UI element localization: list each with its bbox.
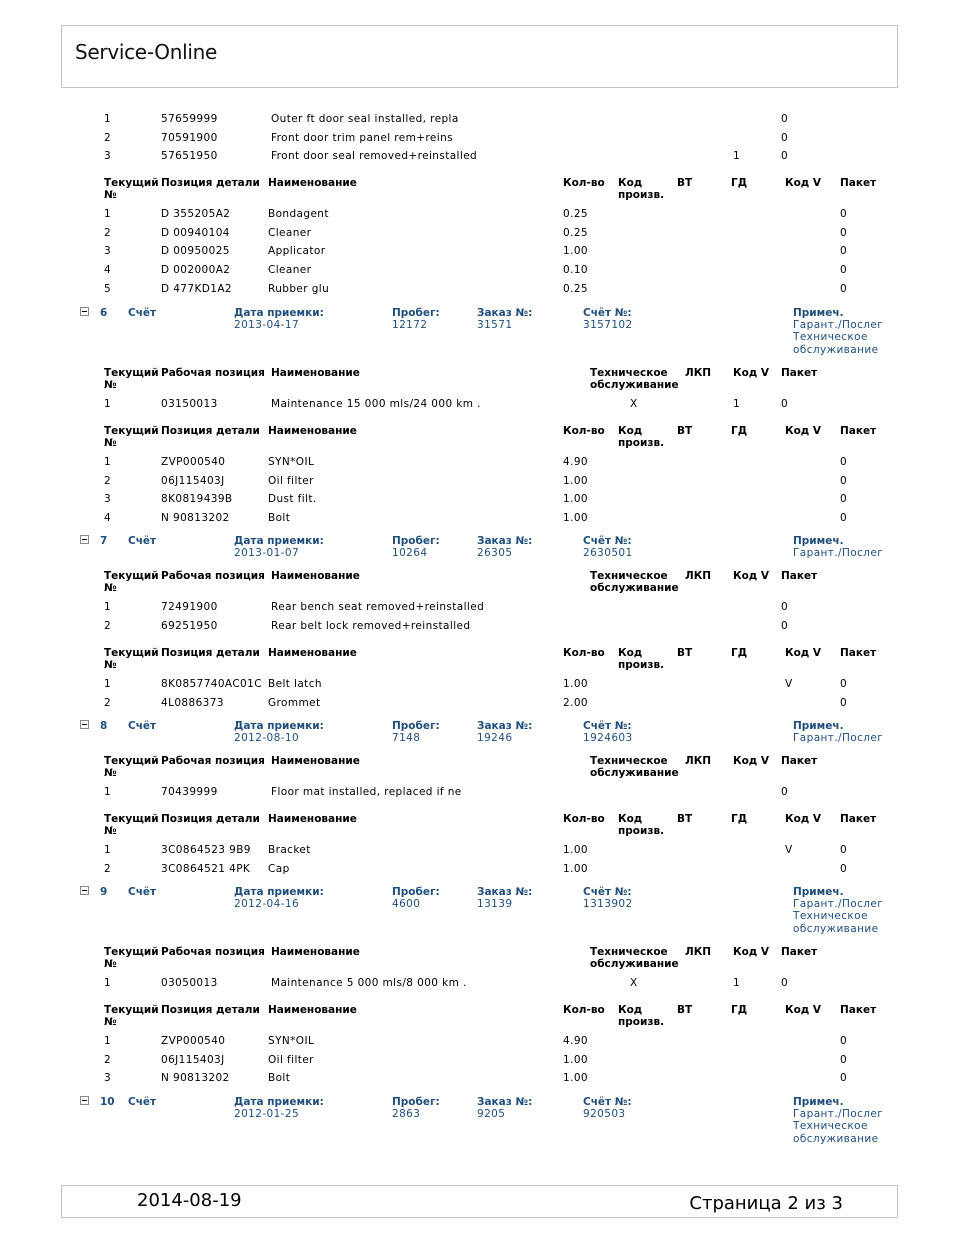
page-footer (61, 1185, 898, 1218)
part-quantity: 4.90 (563, 1035, 588, 1047)
part-package: 0 (840, 696, 848, 709)
mileage-label: Пробег: (392, 886, 440, 898)
invoice-label: Счёт (128, 720, 157, 732)
work-package: 0 (781, 619, 789, 632)
work-position-code: 57659999 (161, 113, 218, 125)
note-line: Техническое (793, 331, 868, 344)
invoice-index: 6 (100, 307, 108, 319)
part-name: Grommet (268, 696, 321, 709)
invoice-number-value: 2630501 (583, 547, 633, 559)
col-header-manufacturer-code-2: произв. (618, 825, 665, 837)
mileage-value: 2863 (392, 1108, 421, 1120)
receipt-date-value: 2013-04-17 (234, 319, 300, 331)
col-header-code-v: Код V (733, 755, 770, 767)
part-number: N 90813202 (161, 512, 230, 525)
part-package: 0 (840, 264, 848, 277)
collapse-toggle-icon[interactable] (80, 307, 89, 316)
part-package: 0 (840, 678, 848, 690)
order-number-value: 13139 (477, 898, 513, 910)
invoice-number-label: Счёт №: (583, 307, 632, 319)
col-header-vt: ВТ (677, 425, 693, 437)
work-package: 0 (781, 977, 789, 989)
col-header-current-no: № (104, 958, 117, 970)
col-header-part-position: Позиция детали (161, 813, 260, 825)
mileage-value: 7148 (392, 732, 421, 744)
col-header-current: Текущий (104, 1004, 159, 1016)
work-position-code: 03150013 (161, 398, 218, 410)
part-package: 0 (840, 226, 848, 239)
col-header-work-position: Рабочая позиция (161, 367, 265, 379)
col-header-name: Наименование (271, 570, 360, 582)
work-package: 0 (781, 131, 789, 144)
col-header-current-no: № (104, 582, 117, 594)
col-header-manufacturer-code: Код (618, 425, 643, 437)
part-quantity: 4.90 (563, 456, 588, 468)
part-row-number: 1 (104, 1035, 112, 1047)
part-code-v: V (785, 844, 793, 856)
col-header-name: Наименование (268, 647, 357, 659)
col-header-paint: ЛКП (685, 755, 712, 767)
col-header-work-position: Рабочая позиция (161, 755, 265, 767)
col-header-code-v: Код V (785, 647, 822, 659)
part-row-number: 1 (104, 844, 112, 856)
invoice-number-value: 1924603 (583, 732, 633, 744)
note-line: Гарант./Послег (793, 547, 884, 559)
col-header-quantity: Кол-во (563, 425, 605, 437)
invoice-label: Счёт (128, 886, 157, 898)
order-number-value: 19246 (477, 732, 513, 744)
order-number-value: 9205 (477, 1108, 506, 1120)
part-quantity: 1.00 (563, 245, 588, 258)
col-header-current: Текущий (104, 570, 159, 582)
col-header-current: Текущий (104, 647, 159, 659)
part-quantity: 1.00 (563, 1053, 588, 1066)
work-row-number: 1 (104, 601, 112, 613)
app-title: Service-Online (75, 40, 218, 64)
col-header-current-no: № (104, 379, 117, 391)
work-row-number: 2 (104, 619, 112, 632)
work-position-code: 57651950 (161, 150, 218, 163)
print-date: 2014-08-19 (137, 1190, 242, 1211)
collapse-toggle-icon[interactable] (80, 1096, 89, 1105)
col-header-quantity: Кол-во (563, 177, 605, 189)
part-name: Oil filter (268, 1053, 314, 1066)
col-header-package: Пакет (781, 367, 818, 379)
col-header-gd: ГД (731, 647, 748, 659)
part-number: D 477KD1A2 (161, 282, 232, 295)
receipt-date-label: Дата приемки: (234, 720, 324, 732)
col-header-name: Наименование (271, 367, 360, 379)
note-line: Техническое (793, 1120, 868, 1133)
col-header-manufacturer-code: Код (618, 1004, 643, 1016)
work-row-number: 1 (104, 113, 112, 125)
part-quantity: 0.10 (563, 264, 588, 277)
col-header-code-v: Код V (785, 177, 822, 189)
col-header-part-position: Позиция детали (161, 1004, 260, 1016)
part-number: D 355205A2 (161, 208, 231, 220)
part-name: Bracket (268, 844, 311, 856)
receipt-date-label: Дата приемки: (234, 886, 324, 898)
note-label: Примеч. (793, 307, 844, 319)
receipt-date-value: 2012-04-16 (234, 898, 300, 910)
part-quantity: 1.00 (563, 493, 588, 506)
part-name: Applicator (268, 245, 326, 258)
work-row-number: 1 (104, 786, 112, 798)
work-position-code: 72491900 (161, 601, 218, 613)
note-label: Примеч. (793, 535, 844, 547)
work-row-number: 3 (104, 150, 112, 163)
invoice-number-value: 1313902 (583, 898, 633, 910)
part-package: 0 (840, 844, 848, 856)
part-row-number: 2 (104, 696, 112, 709)
work-code-v: 1 (733, 977, 741, 989)
part-row-number: 3 (104, 493, 112, 506)
invoice-index: 8 (100, 720, 108, 732)
note-line: обслуживание (793, 343, 879, 356)
col-header-current: Текущий (104, 425, 159, 437)
col-header-code-v: Код V (785, 425, 822, 437)
mileage-label: Пробег: (392, 535, 440, 547)
part-number: D 00940104 (161, 226, 230, 239)
col-header-code-v: Код V (785, 813, 822, 825)
col-header-code-v: Код V (733, 570, 770, 582)
invoice-label: Счёт (128, 1096, 157, 1108)
work-description: Maintenance 15 000 mls/24 000 km . (271, 398, 481, 410)
col-header-manufacturer-code: Код (618, 177, 643, 189)
order-number-value: 31571 (477, 319, 513, 331)
mileage-value: 12172 (392, 319, 428, 331)
col-header-name: Наименование (271, 755, 360, 767)
note-label: Примеч. (793, 1096, 844, 1108)
note-line: обслуживание (793, 922, 879, 935)
receipt-date-label: Дата приемки: (234, 307, 324, 319)
work-description: Front door seal removed+reinstalled (271, 150, 478, 163)
part-package: 0 (840, 208, 848, 220)
col-header-current: Текущий (104, 367, 159, 379)
part-number: 06J115403J (161, 474, 225, 487)
col-header-manufacturer-code: Код (618, 647, 643, 659)
note-line: обслуживание (793, 1132, 879, 1145)
col-header-name: Наименование (268, 1004, 357, 1016)
invoice-index: 9 (100, 886, 108, 898)
col-header-current-no: № (104, 1016, 117, 1028)
col-header-paint: ЛКП (685, 946, 712, 958)
work-package: 0 (781, 113, 789, 125)
receipt-date-label: Дата приемки: (234, 1096, 324, 1108)
col-header-part-position: Позиция детали (161, 177, 260, 189)
part-number: ZVP000540 (161, 456, 226, 468)
part-name: Bolt (268, 1072, 291, 1085)
col-header-name: Наименование (268, 425, 357, 437)
part-quantity: 0.25 (563, 208, 588, 220)
part-row-number: 1 (104, 456, 112, 468)
col-header-maintenance-2: обслуживание (590, 379, 679, 391)
col-header-current-no: № (104, 767, 117, 779)
col-header-manufacturer-code-2: произв. (618, 659, 665, 671)
order-number-label: Заказ №: (477, 720, 533, 732)
part-quantity: 2.00 (563, 696, 588, 709)
col-header-current-no: № (104, 659, 117, 671)
col-header-gd: ГД (731, 177, 748, 189)
col-header-gd: ГД (731, 813, 748, 825)
col-header-vt: ВТ (677, 1004, 693, 1016)
col-header-quantity: Кол-во (563, 647, 605, 659)
part-number: ZVP000540 (161, 1035, 226, 1047)
invoice-label: Счёт (128, 535, 157, 547)
part-quantity: 1.00 (563, 1072, 588, 1085)
work-row-number: 1 (104, 977, 112, 989)
col-header-vt: ВТ (677, 177, 693, 189)
col-header-part-position: Позиция детали (161, 425, 260, 437)
collapse-toggle-icon[interactable] (80, 535, 89, 544)
mileage-label: Пробег: (392, 1096, 440, 1108)
order-number-value: 26305 (477, 547, 513, 559)
part-number: 8K0819439B (161, 493, 233, 506)
part-name: SYN*OIL (268, 1035, 315, 1047)
work-package: 0 (781, 786, 789, 798)
work-description: Maintenance 5 000 mls/8 000 km . (271, 977, 467, 989)
part-name: Cleaner (268, 264, 312, 277)
part-name: Cleaner (268, 226, 312, 239)
work-description: Floor mat installed, replaced if ne (271, 786, 462, 798)
col-header-package: Пакет (781, 946, 818, 958)
invoice-number-label: Счёт №: (583, 886, 632, 898)
part-number: 3C0864521 4PK (161, 862, 251, 875)
col-header-current: Текущий (104, 813, 159, 825)
note-line: Гарант./Послег (793, 1108, 884, 1120)
col-header-vt: ВТ (677, 813, 693, 825)
part-name: Rubber glu (268, 282, 330, 295)
mileage-value: 4600 (392, 898, 421, 910)
work-description: Front door trim panel rem+reins (271, 131, 454, 144)
part-package: 0 (840, 245, 848, 258)
part-name: Bondagent (268, 208, 329, 220)
maintenance-flag: X (630, 977, 638, 989)
col-header-package: Пакет (781, 570, 818, 582)
work-row-number: 2 (104, 131, 112, 144)
part-row-number: 2 (104, 474, 112, 487)
col-header-maintenance-2: обслуживание (590, 958, 679, 970)
col-header-package: Пакет (840, 177, 877, 189)
part-row-number: 3 (104, 245, 112, 258)
col-header-package: Пакет (840, 1004, 877, 1016)
col-header-vt: ВТ (677, 647, 693, 659)
col-header-manufacturer-code-2: произв. (618, 189, 665, 201)
part-quantity: 0.25 (563, 226, 588, 239)
note-label: Примеч. (793, 720, 844, 732)
part-package: 0 (840, 512, 848, 525)
col-header-maintenance: Техническое (590, 755, 668, 767)
col-header-gd: ГД (731, 425, 748, 437)
part-row-number: 5 (104, 282, 112, 295)
part-number: D 00950025 (161, 245, 230, 258)
work-description: Rear belt lock removed+reinstalled (271, 619, 471, 632)
part-package: 0 (840, 493, 848, 506)
part-package: 0 (840, 1072, 848, 1085)
col-header-package: Пакет (840, 813, 877, 825)
col-header-paint: ЛКП (685, 570, 712, 582)
part-quantity: 1.00 (563, 862, 588, 875)
col-header-quantity: Кол-во (563, 813, 605, 825)
note-line: Гарант./Послег (793, 898, 884, 910)
note-line: Техническое (793, 910, 868, 923)
col-header-quantity: Кол-во (563, 1004, 605, 1016)
part-row-number: 1 (104, 678, 112, 690)
page-number: Страница 2 из 3 (689, 1193, 843, 1214)
work-description: Outer ft door seal installed, repla (271, 113, 459, 125)
invoice-label: Счёт (128, 307, 157, 319)
order-number-label: Заказ №: (477, 307, 533, 319)
part-quantity: 1.00 (563, 512, 588, 525)
order-number-label: Заказ №: (477, 886, 533, 898)
work-code-v: 1 (733, 150, 741, 163)
col-header-package: Пакет (781, 755, 818, 767)
part-number: 3C0864523 9B9 (161, 844, 251, 856)
mileage-label: Пробег: (392, 307, 440, 319)
receipt-date-value: 2013-01-07 (234, 547, 300, 559)
order-number-label: Заказ №: (477, 535, 533, 547)
col-header-current-no: № (104, 189, 117, 201)
col-header-part-position: Позиция детали (161, 647, 260, 659)
col-header-code-v: Код V (785, 1004, 822, 1016)
work-position-code: 03050013 (161, 977, 218, 989)
col-header-current: Текущий (104, 946, 159, 958)
part-name: Dust filt. (268, 493, 317, 506)
mileage-value: 10264 (392, 547, 428, 559)
col-header-work-position: Рабочая позиция (161, 570, 265, 582)
part-name: Bolt (268, 512, 291, 525)
col-header-package: Пакет (840, 425, 877, 437)
note-line: Гарант./Послег (793, 319, 884, 331)
note-label: Примеч. (793, 886, 844, 898)
col-header-paint: ЛКП (685, 367, 712, 379)
col-header-name: Наименование (268, 177, 357, 189)
col-header-maintenance-2: обслуживание (590, 767, 679, 779)
col-header-work-position: Рабочая позиция (161, 946, 265, 958)
col-header-name: Наименование (271, 946, 360, 958)
work-row-number: 1 (104, 398, 112, 410)
col-header-current: Текущий (104, 755, 159, 767)
invoice-number-label: Счёт №: (583, 1096, 632, 1108)
part-quantity: 1.00 (563, 678, 588, 690)
part-row-number: 4 (104, 264, 112, 277)
part-name: Cap (268, 862, 290, 875)
part-package: 0 (840, 862, 848, 875)
work-position-code: 69251950 (161, 619, 218, 632)
part-number: 4L0886373 (161, 696, 224, 709)
invoice-index: 7 (100, 535, 108, 547)
invoice-number-label: Счёт №: (583, 720, 632, 732)
part-number: 8K0857740AC01C (161, 678, 262, 690)
receipt-date-label: Дата приемки: (234, 535, 324, 547)
part-quantity: 1.00 (563, 844, 588, 856)
part-row-number: 2 (104, 862, 112, 875)
part-package: 0 (840, 1035, 848, 1047)
collapse-toggle-icon[interactable] (80, 886, 89, 895)
work-description: Rear bench seat removed+reinstalled (271, 601, 485, 613)
work-position-code: 70591900 (161, 131, 218, 144)
part-name: Belt latch (268, 678, 322, 690)
part-package: 0 (840, 456, 848, 468)
col-header-maintenance-2: обслуживание (590, 582, 679, 594)
part-number: D 002000A2 (161, 264, 231, 277)
col-header-manufacturer-code: Код (618, 813, 643, 825)
note-line: Гарант./Послег (793, 732, 884, 744)
col-header-manufacturer-code-2: произв. (618, 1016, 665, 1028)
col-header-maintenance: Техническое (590, 946, 668, 958)
work-package: 0 (781, 601, 789, 613)
part-name: Oil filter (268, 474, 314, 487)
collapse-toggle-icon[interactable] (80, 720, 89, 729)
maintenance-flag: X (630, 398, 638, 410)
work-code-v: 1 (733, 398, 741, 410)
part-row-number: 3 (104, 1072, 112, 1085)
invoice-number-value: 3157102 (583, 319, 633, 331)
receipt-date-value: 2012-08-10 (234, 732, 300, 744)
part-name: SYN*OIL (268, 456, 315, 468)
part-number: N 90813202 (161, 1072, 230, 1085)
col-header-maintenance: Техническое (590, 570, 668, 582)
receipt-date-value: 2012-01-25 (234, 1108, 300, 1120)
part-row-number: 4 (104, 512, 112, 525)
work-package: 0 (781, 398, 789, 410)
part-row-number: 2 (104, 1053, 112, 1066)
part-quantity: 0.25 (563, 282, 588, 295)
col-header-maintenance: Техническое (590, 367, 668, 379)
col-header-current-no: № (104, 825, 117, 837)
col-header-gd: ГД (731, 1004, 748, 1016)
part-number: 06J115403J (161, 1053, 225, 1066)
invoice-index: 10 (100, 1096, 115, 1108)
col-header-package: Пакет (840, 647, 877, 659)
col-header-code-v: Код V (733, 367, 770, 379)
part-row-number: 2 (104, 226, 112, 239)
part-package: 0 (840, 282, 848, 295)
part-quantity: 1.00 (563, 474, 588, 487)
part-package: 0 (840, 474, 848, 487)
part-row-number: 1 (104, 208, 112, 220)
invoice-number-label: Счёт №: (583, 535, 632, 547)
part-code-v: V (785, 678, 793, 690)
work-package: 0 (781, 150, 789, 163)
col-header-code-v: Код V (733, 946, 770, 958)
mileage-label: Пробег: (392, 720, 440, 732)
order-number-label: Заказ №: (477, 1096, 533, 1108)
part-package: 0 (840, 1053, 848, 1066)
col-header-manufacturer-code-2: произв. (618, 437, 665, 449)
invoice-number-value: 920503 (583, 1108, 626, 1120)
col-header-current-no: № (104, 437, 117, 449)
col-header-current: Текущий (104, 177, 159, 189)
col-header-name: Наименование (268, 813, 357, 825)
work-position-code: 70439999 (161, 786, 218, 798)
